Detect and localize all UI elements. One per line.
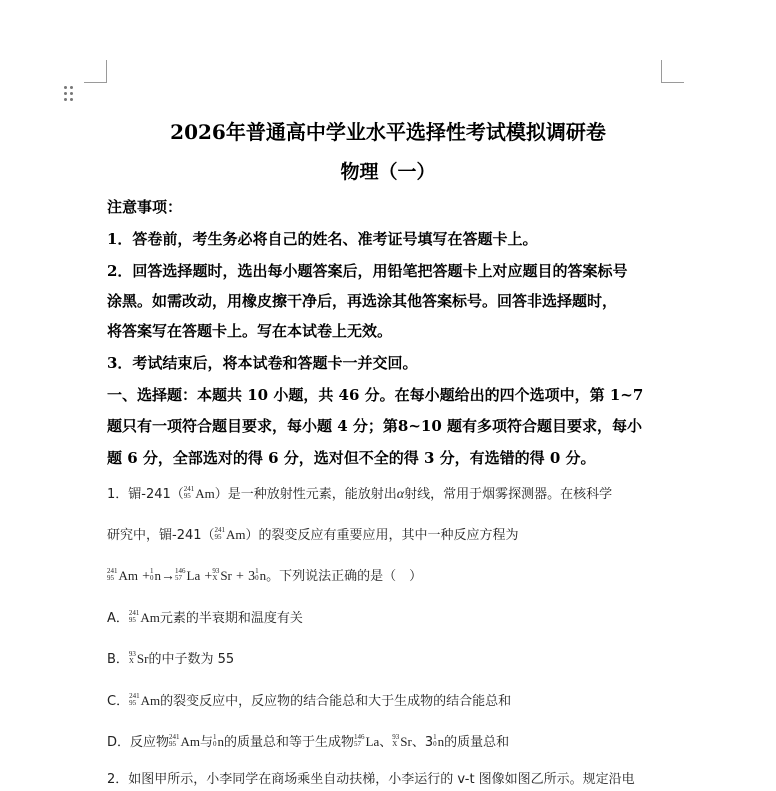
nuclide-n: 1 0 n	[150, 567, 162, 583]
question-1-line-1	[107, 483, 612, 503]
plus-sign: +	[142, 569, 151, 584]
coefficient: 3	[248, 569, 256, 584]
nuclide-sr: 93 X Sr	[128, 650, 149, 666]
section-instruction: 一、选择题：本题共 10 小题，共 46 分。在每小题给出的四个选项中，第 1~7	[107, 386, 644, 404]
section-instruction: 题只有一项符合题目要求，每小题 4 分；第8~10 题有多项符合题目要求，每小	[107, 417, 642, 435]
q1-text: 。下列说法正确的是（ ）	[266, 569, 423, 584]
q1-text: ）的裂变反应有重要应用，其中一种反应方程为	[245, 528, 519, 543]
crop-mark-top-right	[661, 60, 684, 83]
option-text: 、3	[411, 735, 434, 750]
question-2-line-1: 2．如图甲所示，小李同学在商场乘坐自动扶梯，小李运行的 v-t 图像如图乙所示。规定沿电	[107, 772, 635, 787]
option-label: B．	[107, 652, 129, 667]
nuclide-n: 1 0 n	[255, 567, 267, 583]
plus-sign: +	[204, 569, 213, 584]
option-text: 的质量总和	[444, 735, 510, 750]
nuclide-am: 241 95 Am	[214, 526, 246, 542]
option-text: 元素的半衰期和温度有关	[159, 611, 303, 626]
nuclide-la: 146 57 La	[354, 733, 380, 749]
notice-item: 将答案写在答题卡上。写在本试卷上无效。	[107, 322, 393, 340]
document-title: 2026年普通高中学业水平选择性考试模拟调研卷	[170, 120, 606, 144]
nuclide-am: 241 95 Am	[169, 733, 201, 749]
nuclide-sr: 93 X Sr	[392, 733, 412, 749]
q1-text: ）是一种放射性元素，能放射出	[214, 487, 397, 502]
option-label: C．	[107, 694, 130, 709]
nuclide-am: 241 95 Am	[129, 692, 161, 708]
table-move-handle-icon[interactable]	[64, 86, 76, 102]
option-b[interactable]	[107, 648, 234, 667]
q1-text: 射线，常用于烟雾探测器。在核科学	[404, 487, 613, 502]
nuclide-n: 1 0 n	[433, 733, 445, 749]
nuclide-n: 1 0 n	[213, 733, 225, 749]
reaction-equation	[107, 565, 422, 585]
notice-item: 涂黑。如需改动，用橡皮擦干净后，再选涂其他答案标号。回答非选择题时，	[107, 292, 618, 310]
option-text: 与	[200, 735, 214, 750]
nuclide-sr: 93 X Sr	[212, 567, 232, 583]
option-label: D．反应物	[107, 735, 170, 750]
nuclide-am: 241 95 Am	[107, 567, 138, 583]
arrow-sign: →	[161, 569, 176, 584]
option-text: 的中子数为 55	[148, 652, 235, 667]
notice-item: 1．答卷前，考生务必将自己的姓名、准考证号填写在答题卡上。	[107, 230, 538, 248]
option-text: 的质量总和等于生成物	[224, 735, 355, 750]
section-instruction: 题 6 分，全部选对的得 6 分，选对但不全的得 3 分，有选错的得 0 分。	[107, 449, 596, 467]
q1-text: 研究中，镅-241（	[107, 528, 215, 543]
option-text: 的裂变反应中，反应物的结合能总和大于生成物的结合能总和	[160, 694, 512, 709]
crop-mark-top-left	[84, 60, 107, 83]
option-a[interactable]	[107, 607, 303, 626]
plus-sign: +	[236, 569, 244, 584]
notice-item: 2．回答选择题时，选出每小题答案后，用铅笔把答题卡上对应题目的答案标号	[107, 262, 628, 280]
notice-heading: 注意事项：	[107, 198, 183, 216]
alpha-symbol: α	[396, 487, 405, 502]
nuclide-la: 146 57 La	[175, 567, 201, 583]
q1-text: 1．镅-241（	[107, 487, 184, 502]
nuclide-am: 241 95 Am	[183, 485, 215, 501]
document-subtitle: 物理（一）	[340, 161, 436, 183]
option-label: A．	[107, 611, 129, 626]
option-d[interactable]	[107, 731, 509, 750]
nuclide-am: 241 95 Am	[128, 609, 160, 625]
option-text: 、	[379, 735, 393, 750]
notice-item: 3．考试结束后，将本试卷和答题卡一并交回。	[107, 354, 418, 372]
question-1-line-2	[107, 524, 519, 543]
option-c[interactable]	[107, 690, 511, 709]
